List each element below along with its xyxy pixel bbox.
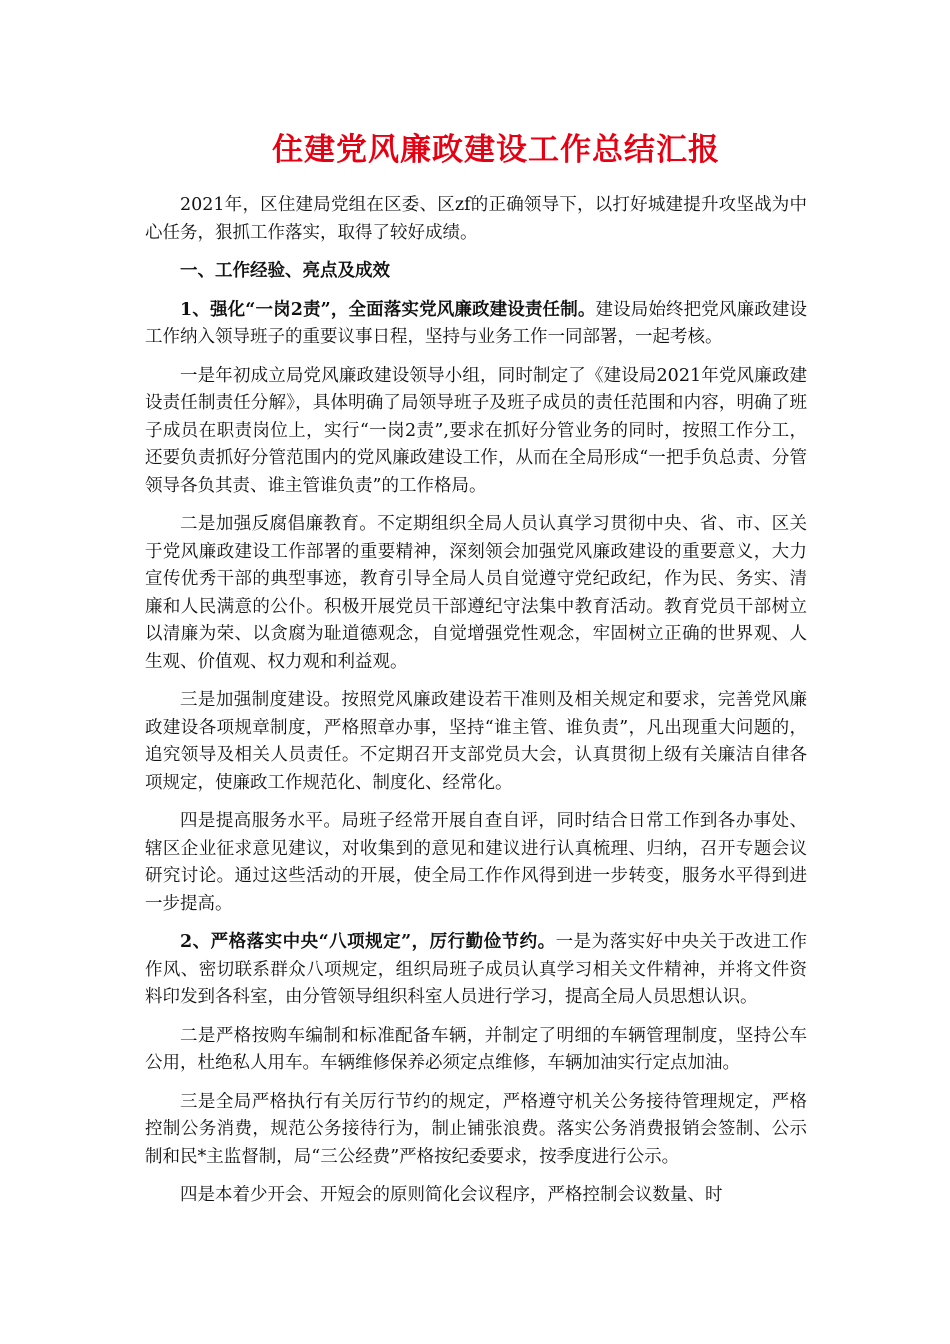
document-page	[145, 130, 807, 1221]
item-2-lead: 2、严格落实中央“八项规定”，厉行勤俭节约。	[180, 932, 556, 952]
paragraph-4: 四是提高服务水平。局班子经常开展自查自评，同时结合日常工作到各办事处、辖区企业征求意见建议，对收集到的意见和建议进行认真梳理、归纳，召开专题会议研究讨论。通过这些活动的开展，使全局工作作风得到进一步转变，服务水平得到进一步提高。	[145, 811, 807, 914]
paragraph-5: 二是严格按购车编制和标准配备车辆，并制定了明细的车辆管理制度，坚持公车公用，杜绝私人用车。车辆维修保养必须定点维修，车辆加油实行定点加油。	[145, 1025, 807, 1073]
intro-paragraph: 2021年，区住建局党组在区委、区zf的正确领导下，以打好城建提升攻坚战为中心任务，狠抓工作落实，取得了较好成绩。	[145, 195, 807, 243]
paragraph-2: 二是加强反腐倡廉教育。不定期组织全局人员认真学习贯彻中央、省、市、区关于党风廉政建设工作部署的重要精神，深刻领会加强党风廉政建设的重要意义，大力宣传优秀干部的典型事迹，教育引导全局人员自觉遵守党纪政纪，作为民、务实、清廉和人民满意的公仆。积极开展党员干部遵纪守法集中教育活动。教育党员干部树立以清廉为荣、以贪腐为耻道德观念，自觉增强党性观念，牢固树立正确的世界观、人生观、价值观、权力观和利益观。	[145, 514, 807, 672]
section-heading-1: 一、工作经验、亮点及成效	[180, 261, 390, 281]
item-2-text: 一是为落实好中央关于改进工作作风、密切联系群众八项规定，组织局班子成员认真学习相关文件精神，并将文件资料印发到各科室，由分管领导组织科室人员进行学习，提高全局人员思想认识。	[145, 932, 808, 1007]
paragraph-7: 四是本着少开会、开短会的原则简化会议程序，严格控制会议数量、时	[180, 1185, 723, 1205]
item-1-paragraph	[145, 297, 807, 352]
document-title: 住建党风廉政建设工作总结汇报	[272, 132, 720, 168]
item-1-lead: 1、强化“一岗2责”，全面落实党风廉政建设责任制。	[180, 299, 596, 320]
paragraph-6: 三是全局严格执行有关厉行节约的规定，严格遵守机关公务接待管理规定，严格控制公务消费，规范公务接待行为，制止铺张浪费。落实公务消费报销会签制、公示制和民*主监督制，局“三公经费”严格按纪委要求，按季度进行公示。	[145, 1091, 807, 1167]
paragraph-3: 三是加强制度建设。按照党风廉政建设若干准则及相关规定和要求，完善党风廉政建设各项规章制度，严格照章办事，坚持“谁主管、谁负责”，凡出现重大问题的，追究领导及相关人员责任。不定期召开支部党员大会，认真贯彻上级有关廉洁自律各项规定，使廉政工作规范化、制度化、经常化。	[145, 690, 807, 793]
item-1-text: 建设局始终把党风廉政建设工作纳入领导班子的重要议事日程，坚持与业务工作一同部署，一起考核。	[145, 299, 808, 347]
item-2-paragraph	[145, 929, 807, 1012]
paragraph-1: 一是年初成立局党风廉政建设领导小组，同时制定了《建设局2021年党风廉政建设责任制责任分解》，具体明确了局领导班子及班子成员的责任范围和内容，明确了班子成员在职责岗位上，实行“一岗2责”,要求在抓好分管业务的同时，按照工作分工，还要负责抓好分管范围内的党风廉政建设工作，从而在全局形成“一把手负总责、分管领导各负其责、谁主管谁负责”的工作格局。	[145, 365, 807, 496]
